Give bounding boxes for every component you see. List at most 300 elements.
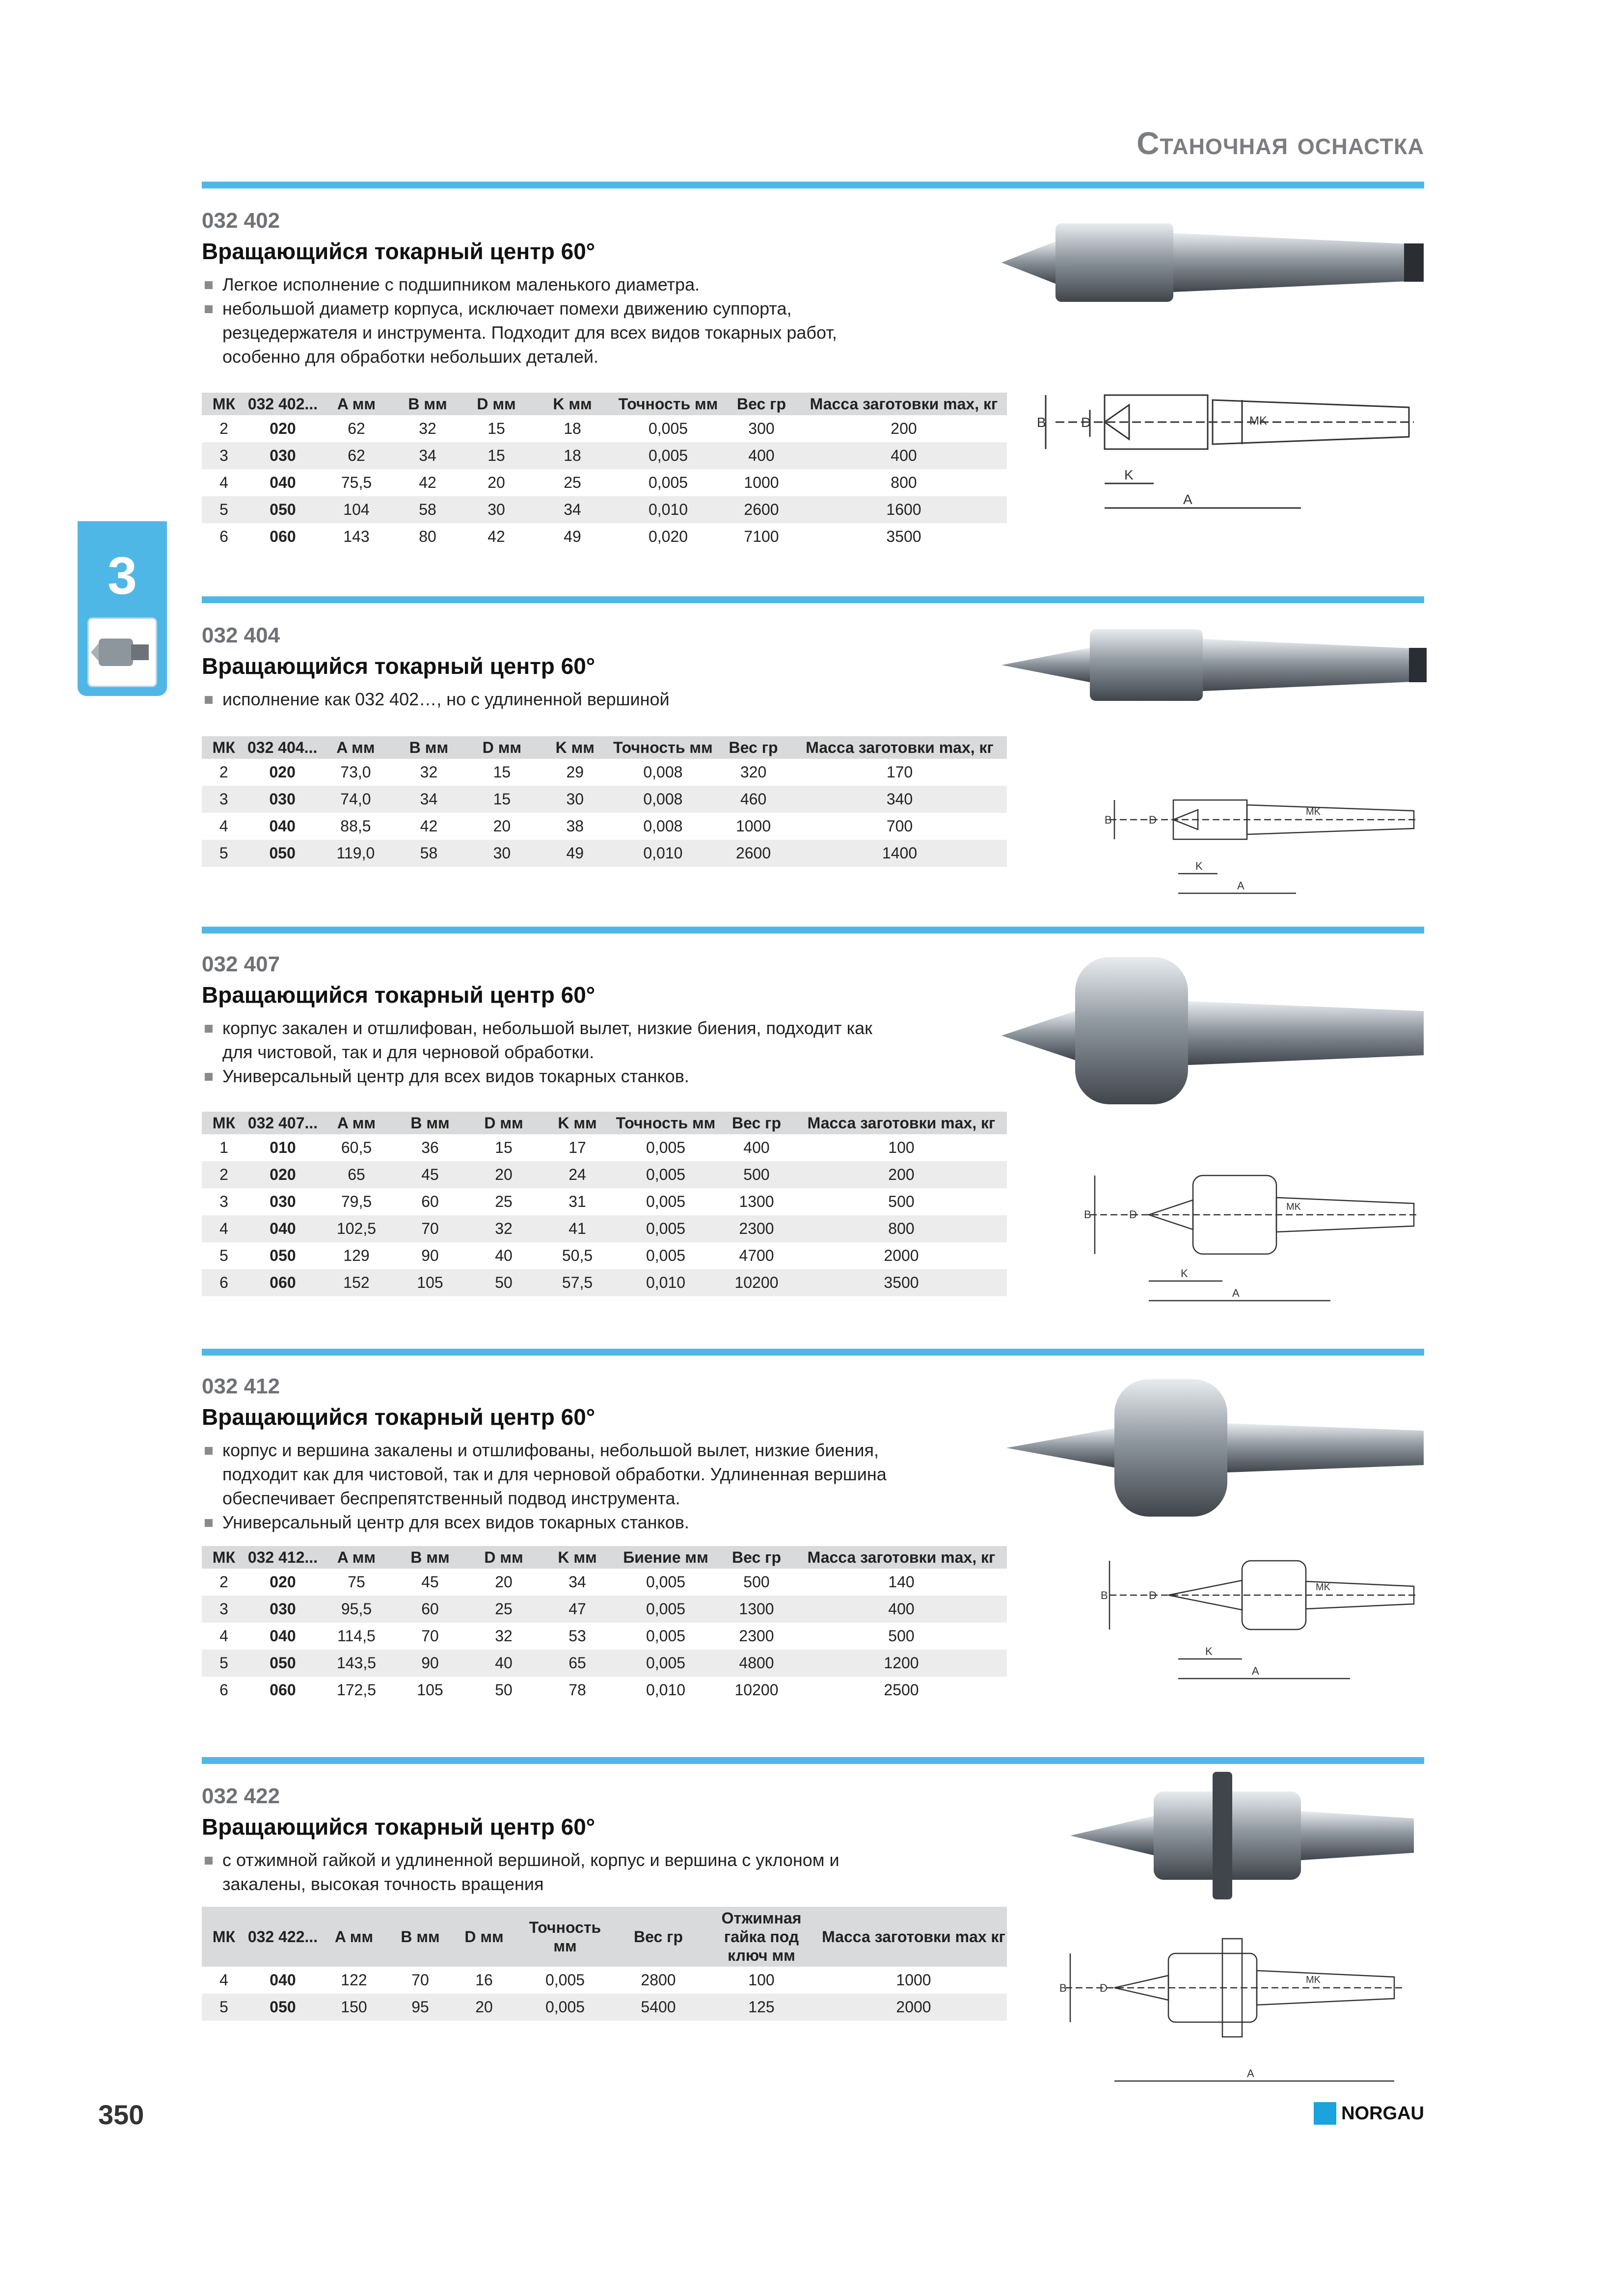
table-cell: 2000 [820,1994,1007,2021]
table-header-row [202,1907,1007,1967]
table-cell: 040 [269,817,296,835]
column-header: МК [202,393,246,415]
column-header: Отжимная гайка под ключ мм [703,1907,820,1967]
table-cell: 78 [568,1681,586,1699]
table-cell: 25 [495,1193,513,1210]
table-cell: 90 [393,1650,467,1677]
table-row [202,1161,1007,1188]
lathe-center-icon [87,617,157,687]
table-cell: 1200 [796,1650,1007,1677]
table-cell: 2 [202,1161,246,1188]
table-cell: 62 [348,420,365,437]
table-cell: 65 [320,1161,393,1188]
table-cell: 102,5 [320,1215,393,1242]
product-title: Вращающийся токарный центр 60° [202,982,595,1008]
table-cell: 95,5 [320,1596,393,1623]
table-cell: 5 [202,1650,246,1677]
table-cell: 2600 [722,496,801,523]
table-cell: 152 [320,1269,393,1296]
table-cell: 0,005 [614,1215,717,1242]
table-cell: 5 [202,1994,246,2021]
column-header: A мм [320,1112,393,1134]
table-header-row [202,1546,1007,1569]
table-cell: 020 [270,1573,296,1591]
table-cell: 50,5 [562,1247,593,1264]
bullet-item: с отжимной гайкой и удлиненной вершиной, корпус и вершина с уклоном и закалены, высокая точность вращения [202,1848,889,1896]
table-cell: 100 [888,1139,915,1156]
table-cell: 030 [246,786,319,813]
table-cell: 29 [566,763,584,781]
table-cell: 15 [465,786,539,813]
table-cell: 2 [219,1573,228,1591]
table-cell: 41 [541,1215,614,1242]
table-cell: 34 [392,786,465,813]
table-cell: 050 [246,840,319,867]
dim-label-b: B [1084,1208,1091,1221]
product-title: Вращающийся токарный центр 60° [202,653,595,679]
table-cell: 2300 [717,1215,796,1242]
dim-label-a: A [1232,1287,1240,1299]
table-cell: 0,020 [648,528,688,545]
table-cell: 42 [487,528,505,545]
column-header: Вес гр [614,1907,703,1967]
table-cell: 0,010 [614,1269,717,1296]
table-row [202,813,1007,840]
table-row [202,1967,1007,1994]
table-cell: 400 [743,1139,770,1156]
table-cell: 31 [568,1193,586,1210]
table-cell: 700 [886,817,913,835]
table-cell: 34 [393,442,462,469]
table-cell: 500 [888,1627,915,1645]
table-cell: 125 [703,1994,820,2021]
dim-label-d: D [1149,814,1157,826]
table-cell: 320 [740,763,767,781]
table-cell: 500 [888,1193,915,1210]
dim-label-b: B [1037,415,1046,430]
table-cell: 040 [270,1627,296,1645]
table-cell: 34 [568,1573,586,1591]
table-cell: 3500 [886,528,921,545]
table-cell: 300 [748,420,775,437]
table-cell: 73,0 [340,763,371,781]
dim-label-k: K [1205,1645,1213,1657]
bullet-item: корпус закален и отшлифован, небольшой вылет, низкие биения, подходит как для чистовой, так и для черновой обработки. [202,1016,889,1064]
table-cell: 18 [564,420,581,437]
table-cell: 18 [531,442,614,469]
column-header: B мм [393,1112,467,1134]
table-cell: 79,5 [341,1193,372,1210]
table-cell: 6 [219,528,228,545]
table-cell: 0,005 [614,442,722,469]
table-cell: 60,5 [341,1139,372,1156]
dim-label-b: B [1101,1589,1108,1602]
table-cell: 3500 [796,1269,1007,1296]
table-cell: 140 [888,1573,915,1591]
table-cell: 60 [421,1193,439,1210]
column-header: D мм [452,1907,516,1967]
table-cell: 24 [541,1161,614,1188]
column-header: Масса заготовки max, кг [796,1546,1007,1569]
column-header: A мм [320,393,393,415]
table-cell: 400 [796,1596,1007,1623]
column-header: МК [202,1546,246,1569]
spec-table [202,1112,1007,1296]
column-header: Точность мм [614,1112,717,1134]
table-cell: 49 [564,528,581,545]
table-cell: 6 [202,1269,246,1296]
table-cell: 4700 [739,1247,774,1264]
dim-label-d: D [1129,1208,1137,1221]
table-cell: 45 [421,1573,439,1591]
table-cell: 32 [495,1627,513,1645]
column-header: Биение мм [614,1546,717,1569]
table-cell: 20 [487,474,505,491]
table-cell: 0,005 [516,1994,614,2021]
table-cell: 20 [452,1994,516,2021]
column-header: Точность мм [516,1907,614,1967]
table-cell: 70 [421,1627,439,1645]
table-cell: 20 [467,1161,541,1188]
table-row [202,415,1007,442]
table-cell: 400 [801,442,1007,469]
bullet-list [202,687,889,711]
table-cell: 0,008 [612,786,714,813]
column-header: Точность мм [612,736,714,759]
table-cell: 88,5 [340,817,371,835]
dim-label-a: A [1183,492,1192,507]
product-title: Вращающийся токарный центр 60° [202,239,595,264]
column-header: B мм [388,1907,452,1967]
table-cell: 32 [467,1215,541,1242]
table-cell: 0,008 [643,817,683,835]
column-header: 032 402... [246,393,320,415]
table-cell: 0,010 [646,1681,686,1699]
table-cell: 1600 [801,496,1007,523]
dim-label-k: K [1181,1267,1188,1280]
section-rule [202,596,1424,603]
table-cell: 74,0 [319,786,392,813]
dim-label-d: D [1149,1589,1157,1602]
table-cell: 0,005 [646,1247,686,1264]
table-cell: 6 [219,1681,228,1699]
spec-table [202,736,1007,867]
technical-drawing-032-402 [1026,375,1419,537]
table-cell: 2600 [714,840,792,867]
table-row [202,1994,1007,2021]
table-cell: 460 [714,786,792,813]
table-cell: 050 [246,1994,320,2021]
spec-table [202,1907,1007,2021]
table-cell: 400 [722,442,801,469]
bullet-list [202,1438,889,1534]
chapter-tab[interactable] [78,521,167,696]
column-header: Масса заготовки max, кг [792,736,1007,759]
table-cell: 200 [796,1161,1007,1188]
table-cell: 38 [566,817,584,835]
technical-drawing-032-422 [1051,1934,1424,2091]
table-cell: 57,5 [541,1269,614,1296]
dim-label-a: A [1237,880,1244,892]
dim-label-mk: MK [1286,1201,1301,1212]
table-cell: 2 [219,420,228,437]
table-cell: 2 [219,763,228,781]
dim-label-mk: MK [1249,414,1267,427]
column-header: B мм [392,736,465,759]
product-photo-032-402 [997,211,1429,314]
table-cell: 60 [393,1596,467,1623]
table-cell: 7100 [744,528,779,545]
dim-label-d: D [1100,1982,1108,1994]
table-cell: 040 [270,1971,296,1989]
table-cell: 0,005 [646,1627,686,1645]
table-cell: 95 [388,1994,452,2021]
dim-label-mk: MK [1306,1975,1321,1985]
table-cell: 172,5 [336,1681,377,1699]
column-header: D мм [467,1112,541,1134]
table-cell: 50 [495,1681,513,1699]
table-cell: 4 [219,474,228,491]
table-cell: 1300 [739,1193,774,1210]
dim-label-b: B [1105,814,1112,826]
table-cell: 2300 [739,1627,774,1645]
page-header-title: Станочная оснастка [1136,126,1424,161]
table-cell: 15 [495,1139,513,1156]
header-rule [202,182,1424,188]
table-cell: 0,008 [643,763,683,781]
table-cell: 40 [495,1247,513,1264]
table-cell: 75,5 [341,474,372,491]
table-row [202,1677,1007,1704]
dim-label-a: A [1247,2067,1254,2080]
table-cell: 800 [891,474,917,491]
table-cell: 170 [886,763,913,781]
table-cell: 4 [202,1215,246,1242]
dim-label-k: K [1195,860,1203,872]
table-row [202,1134,1007,1161]
table-row [202,523,1007,550]
table-row [202,496,1007,523]
table-cell: 105 [393,1269,467,1296]
column-header: K мм [541,1112,614,1134]
table-cell: 1000 [896,1971,931,1989]
bullet-item: Универсальный центр для всех видов токарных станков. [202,1510,889,1534]
column-header: Вес гр [714,736,792,759]
table-row [202,442,1007,469]
table-row [202,759,1007,786]
table-cell: 15 [487,420,505,437]
table-cell: 060 [246,1269,320,1296]
column-header: Вес гр [722,393,801,415]
table-cell: 49 [539,840,612,867]
table-cell: 90 [421,1247,439,1264]
product-code: 032 422 [202,1784,280,1808]
table-cell: 15 [462,442,531,469]
table-cell: 36 [421,1139,439,1156]
column-header: 032 404... [246,736,319,759]
table-row [202,1596,1007,1623]
column-header: Точность мм [614,393,722,415]
table-cell: 4800 [717,1650,796,1677]
table-cell: 30 [465,840,539,867]
table-cell: 62 [320,442,393,469]
table-cell: 0,010 [614,496,722,523]
table-cell: 1400 [792,840,1007,867]
table-cell: 020 [270,420,296,437]
table-cell: 143 [343,528,370,545]
bullet-item: исполнение как 032 402…, но с удлиненной вершиной [202,687,889,711]
table-cell: 30 [462,496,531,523]
table-cell: 0,005 [646,1193,686,1210]
technical-drawing-032-404 [1100,785,1424,903]
table-cell: 1300 [717,1596,796,1623]
table-cell: 34 [531,496,614,523]
dim-label-mk: MK [1316,1582,1330,1593]
table-cell: 030 [246,1596,320,1623]
table-cell: 0,005 [646,1573,686,1591]
bullet-list [202,1848,889,1896]
product-photo-032-404 [997,618,1429,712]
dim-label-d: D [1081,415,1091,430]
table-header-row [202,736,1007,759]
table-row [202,840,1007,867]
table-cell: 20 [495,1573,513,1591]
table-cell: 16 [475,1971,493,1989]
table-cell: 47 [541,1596,614,1623]
product-photo-032-407 [997,947,1429,1109]
technical-drawing-032-412 [1095,1546,1424,1688]
table-cell: 030 [246,442,320,469]
table-cell: 200 [891,420,917,437]
table-cell: 114,5 [337,1627,376,1645]
column-header: K мм [541,1546,614,1569]
column-header: K мм [539,736,612,759]
table-cell: 0,010 [612,840,714,867]
table-cell: 1000 [744,474,779,491]
table-cell: 500 [717,1161,796,1188]
bullet-item: Универсальный центр для всех видов токарных станков. [202,1064,889,1088]
product-photo-032-422 [1065,1762,1419,1909]
technical-drawing-032-407 [1075,1163,1424,1310]
table-row [202,1269,1007,1296]
bullet-item: Легкое исполнение с подшипником маленького диаметра. [202,272,889,296]
table-row [202,1215,1007,1242]
column-header: Масса заготовки max кг [820,1907,1007,1967]
column-header: D мм [467,1546,541,1569]
table-cell: 5 [202,496,246,523]
table-cell: 104 [320,496,393,523]
spec-table [202,1546,1007,1704]
table-cell: 0,005 [648,420,688,437]
bullet-list [202,1016,889,1088]
product-code: 032 402 [202,209,280,233]
bullet-list [202,272,889,369]
table-cell: 020 [246,1161,320,1188]
table-row [202,1188,1007,1215]
table-cell: 050 [270,1247,296,1264]
brand-square-icon [1314,2102,1336,2125]
table-cell: 050 [246,1650,320,1677]
table-cell: 10200 [734,1681,779,1699]
page-number: 350 [98,2099,144,2130]
table-cell: 3 [202,786,246,813]
table-cell: 100 [748,1971,775,1989]
table-cell: 10200 [717,1269,796,1296]
product-title: Вращающийся токарный центр 60° [202,1814,595,1840]
table-cell: 50 [467,1269,541,1296]
bullet-item: корпус и вершина закалены и отшлифованы, небольшой вылет, низкие биения, подходит как для чистовой, так и для черновой обработки. Удлиненная вершина обеспечивает беспрепятственный подвод инструмента. [202,1438,889,1510]
table-row [202,1623,1007,1650]
table-cell: 119,0 [319,840,392,867]
table-cell: 70 [411,1971,429,1989]
table-cell: 2500 [884,1681,919,1699]
table-cell: 17 [568,1139,586,1156]
table-cell: 32 [420,763,438,781]
table-cell: 3 [202,1596,246,1623]
table-cell: 5 [219,1247,228,1264]
product-code: 032 404 [202,623,280,647]
table-header-row [202,393,1007,415]
column-header: Вес гр [717,1112,796,1134]
table-cell: 040 [246,1215,320,1242]
column-header: A мм [319,736,392,759]
table-cell: 20 [493,817,511,835]
table-cell: 3 [202,442,246,469]
table-cell: 143,5 [320,1650,393,1677]
column-header: Масса заготовки max, кг [796,1112,1007,1134]
table-header-row [202,1112,1007,1134]
spec-table [202,393,1007,550]
table-cell: 0,005 [614,1161,717,1188]
column-header: Масса заготовки max, кг [801,393,1007,415]
table-cell: 0,005 [614,1596,717,1623]
column-header: K мм [531,393,614,415]
table-row [202,1242,1007,1269]
section-rule [202,1349,1424,1356]
table-cell: 010 [270,1139,296,1156]
brand-name: NORGAU [1341,2103,1424,2124]
table-cell: 050 [246,496,320,523]
table-cell: 2800 [641,1971,676,1989]
table-cell: 4 [219,1627,228,1645]
table-cell: 58 [392,840,465,867]
table-cell: 53 [568,1627,586,1645]
product-photo-032-412 [997,1369,1429,1526]
table-cell: 105 [417,1681,443,1699]
column-header: B мм [393,393,462,415]
table-cell: 5 [202,840,246,867]
table-cell: 800 [796,1215,1007,1242]
dim-label-k: K [1124,467,1134,482]
table-cell: 040 [270,474,296,491]
column-header: D мм [462,393,531,415]
table-cell: 1000 [735,817,771,835]
table-cell: 42 [419,474,436,491]
table-cell: 122 [341,1971,367,1989]
column-header: D мм [465,736,539,759]
product-code: 032 407 [202,952,280,976]
chapter-number: 3 [107,546,137,605]
column-header: B мм [393,1546,467,1569]
table-cell: 32 [419,420,436,437]
table-cell: 80 [419,528,436,545]
table-cell: 40 [467,1650,541,1677]
column-header: 032 407... [246,1112,320,1134]
column-header: Вес гр [717,1546,796,1569]
table-cell: 58 [393,496,462,523]
column-header: 032 422... [246,1907,320,1967]
table-cell: 70 [393,1215,467,1242]
